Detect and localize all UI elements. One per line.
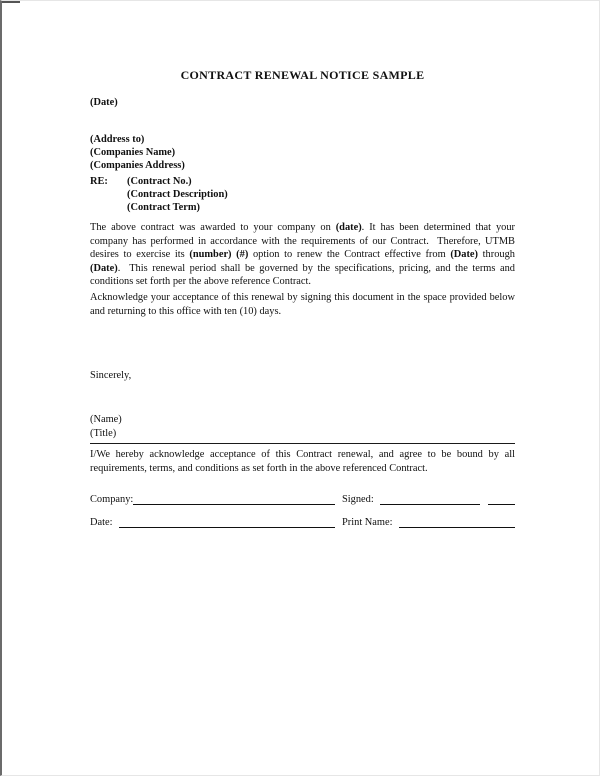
signed-field bbox=[342, 493, 515, 505]
acknowledgment-paragraph: I/We hereby acknowledge acceptance of this Contract renewal, and agree to be bound by all requirements, terms, and conditions as set forth in the above referenced Contract. bbox=[90, 449, 518, 474]
sender-name-placeholder: (Name) bbox=[90, 414, 122, 425]
date-placeholder: (Date) bbox=[90, 97, 118, 108]
date-printname-row bbox=[90, 515, 515, 528]
print-name-label: Print Name: bbox=[342, 517, 396, 528]
paragraph-acceptance-request: Acknowledge your acceptance of this renewal by signing this document in the space provided below and returning to this office with ten (10) days. bbox=[90, 292, 518, 317]
address-block bbox=[90, 133, 515, 172]
scan-edge-artifact bbox=[2, 1, 20, 3]
print-name-field bbox=[342, 516, 515, 528]
company-fill-line bbox=[133, 493, 335, 505]
company-field bbox=[90, 493, 342, 505]
signed-fill-line bbox=[380, 493, 480, 505]
address-to-line: (Address to) bbox=[90, 134, 145, 145]
company-address-line: (Companies Address) bbox=[90, 160, 185, 171]
re-block bbox=[90, 175, 515, 214]
date-label: Date: bbox=[90, 517, 116, 528]
signed-fill-line-short bbox=[488, 493, 515, 505]
signed-label: Signed: bbox=[342, 494, 377, 505]
contract-description-line: (Contract Description) bbox=[127, 189, 228, 200]
separator-rule bbox=[90, 443, 515, 444]
document-title: CONTRACT RENEWAL NOTICE SAMPLE bbox=[180, 68, 425, 82]
paragraph-renewal-terms: The above contract was awarded to your company on (date). It has been determined that your company has performed in accordance with the requirements of our Contract. Therefore, UTMB desires to exercise its (number) (#) option to renew the Contract effective from (Date) through (Date). This renewal period shall be governed by the specifications, pricing, and the terms and conditions set forth per the above reference Contract. bbox=[90, 222, 518, 287]
company-signed-row bbox=[90, 492, 515, 505]
company-name-line: (Companies Name) bbox=[90, 147, 176, 158]
contract-term-line: (Contract Term) bbox=[127, 202, 201, 213]
company-label: Company: bbox=[90, 494, 134, 505]
date-field bbox=[90, 516, 342, 528]
sender-name-title-block bbox=[90, 413, 515, 440]
closing-salutation: Sincerely, bbox=[90, 370, 132, 381]
contract-no-line: (Contract No.) bbox=[127, 176, 192, 187]
sender-title-placeholder: (Title) bbox=[90, 427, 117, 439]
date-fill-line bbox=[119, 516, 335, 528]
re-items bbox=[127, 175, 228, 214]
print-name-fill-line bbox=[399, 516, 515, 528]
re-label: RE: bbox=[90, 176, 108, 187]
